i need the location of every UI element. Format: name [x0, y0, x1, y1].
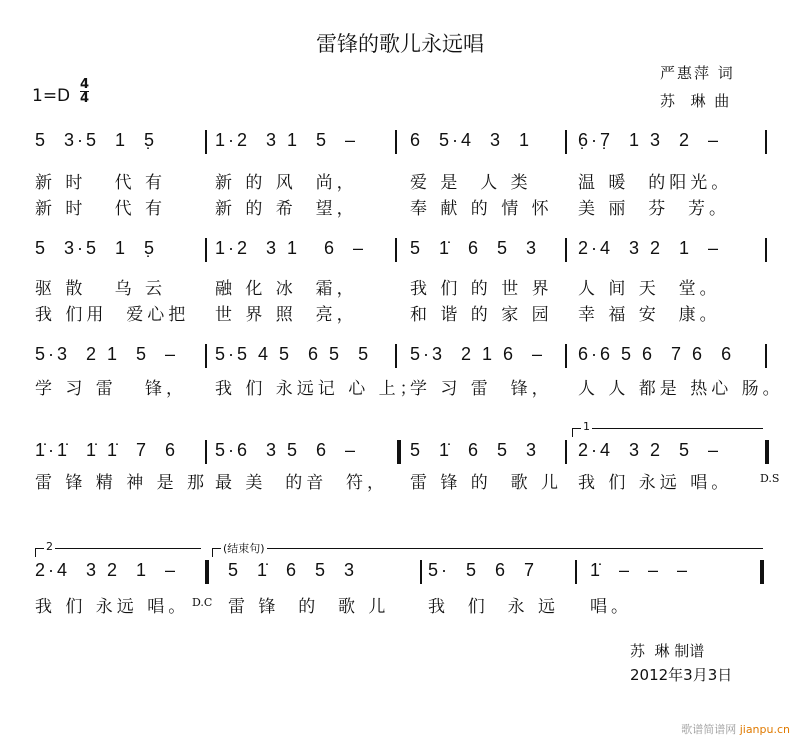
barline: [395, 238, 397, 262]
key-signature: 1=D: [32, 86, 71, 106]
measure: 1·2 3 1 6 –: [215, 238, 367, 258]
lyric: 美 丽 芬 芳。: [578, 199, 731, 219]
measure: 5 1̇ 6 5 3: [228, 560, 358, 580]
lyric: 我 们 永 远: [428, 597, 560, 617]
lyric: 雷 锋 精 神 是 那: [35, 473, 209, 493]
time-signature: $\frac{4}{4}$: [80, 77, 90, 106]
lyric: 我 们 永远 唱。: [35, 597, 190, 617]
volta-bracket: 1: [572, 428, 763, 437]
arranger: 苏 琳 制谱: [630, 642, 705, 660]
barline: [205, 440, 207, 464]
barline: [765, 440, 769, 464]
lyric: 融 化 冰 霜，: [215, 279, 358, 299]
measure: 5 3·5 1 5̣: [35, 130, 158, 150]
lyric: 雷 锋 的 歌 儿: [228, 597, 390, 617]
lyric: 新 的 希 望，: [215, 199, 358, 219]
lyric: 人 人 都是 热心 肠。: [578, 379, 784, 399]
lyric: 爱 是 人 类: [410, 173, 532, 193]
measure: 2·4 3 2 5 –: [578, 440, 722, 460]
barline: [205, 344, 207, 368]
lyric: 和 谐 的 家 园: [410, 305, 553, 325]
composer: 苏 琳 曲: [660, 92, 732, 110]
measure: 5·3 2 1 5 –: [35, 344, 179, 364]
lyric: 最 美 的音 符，: [215, 473, 389, 493]
measure: 5 1̇ 6 5 3: [410, 440, 540, 460]
lyric: 学 习 雷 锋，: [35, 379, 188, 399]
ending-bracket: (结束句): [212, 548, 763, 557]
measure: 5·6 3 5 6 –: [215, 440, 359, 460]
lyric: 温 暖 的阳光。: [578, 173, 733, 193]
barline: [575, 560, 577, 584]
lyric: 新 的 风 尚，: [215, 173, 358, 193]
lyric: 新 时 代 有: [35, 173, 167, 193]
barline: [205, 130, 207, 154]
dal-segno-mark: D.S: [760, 472, 780, 485]
barline: [397, 440, 401, 464]
measure: 6̣·7̣ 1 3 2 –: [578, 130, 722, 150]
measure: 5 1̇ 6 5 3: [410, 238, 540, 258]
song-title: 雷锋的歌儿永远唱: [316, 32, 484, 56]
barline: [765, 130, 767, 154]
measure: 6·6 5 6 7 6 6: [578, 344, 735, 364]
measure: 5·5 4 5 6 5 5: [215, 344, 372, 364]
measure: 5· 5 6 7: [428, 560, 538, 580]
lyric: 学 习 雷 锋，: [410, 379, 553, 399]
da-capo-mark: D.C: [192, 596, 213, 609]
measure: 2·4 3 2 1 –: [35, 560, 179, 580]
lyric: 我 们 永远记 心 上；: [215, 379, 421, 399]
barline: [765, 238, 767, 262]
lyric: 人 间 天 堂。: [578, 279, 721, 299]
measure: 1̇ – – –: [590, 560, 691, 580]
barline: [760, 560, 764, 584]
volta-bracket: 2: [35, 548, 201, 557]
lyric: 驱 散 乌 云: [35, 279, 167, 299]
barline: [205, 238, 207, 262]
barline: [565, 344, 567, 368]
lyric: 新 时 代 有: [35, 199, 167, 219]
barline: [565, 238, 567, 262]
measure: 1·2 3 1 5 –: [215, 130, 359, 150]
barline: [565, 130, 567, 154]
lyricist: 严惠萍 词: [660, 64, 735, 82]
barline: [420, 560, 422, 584]
measure: 5 3·5 1 5̣: [35, 238, 158, 258]
barline: [565, 440, 567, 464]
lyric: 我 们 永远 唱。: [578, 473, 733, 493]
measure: 1̇·1̇ 1̇ 1̇ 7 6: [35, 440, 179, 460]
measure: 2·4 3 2 1 –: [578, 238, 722, 258]
lyric: 幸 福 安 康。: [578, 305, 721, 325]
date: 2012年3月3日: [630, 666, 733, 684]
measure: 6 5·4 3 1: [410, 130, 533, 150]
lyric: 世 界 照 亮，: [215, 305, 358, 325]
barline: [765, 344, 767, 368]
lyric: 雷 锋 的 歌 儿: [410, 473, 563, 493]
lyric: 我 们用 爱心把: [35, 305, 190, 325]
lyric: 唱。: [590, 597, 632, 617]
barline: [205, 560, 209, 584]
barline: [395, 130, 397, 154]
lyric: 我 们 的 世 界: [410, 279, 553, 299]
watermark: 歌谱简谱网 jianpu.cn: [681, 723, 790, 736]
measure: 5·3 2 1 6 –: [410, 344, 546, 364]
lyric: 奉 献 的 情 怀: [410, 199, 553, 219]
barline: [395, 344, 397, 368]
